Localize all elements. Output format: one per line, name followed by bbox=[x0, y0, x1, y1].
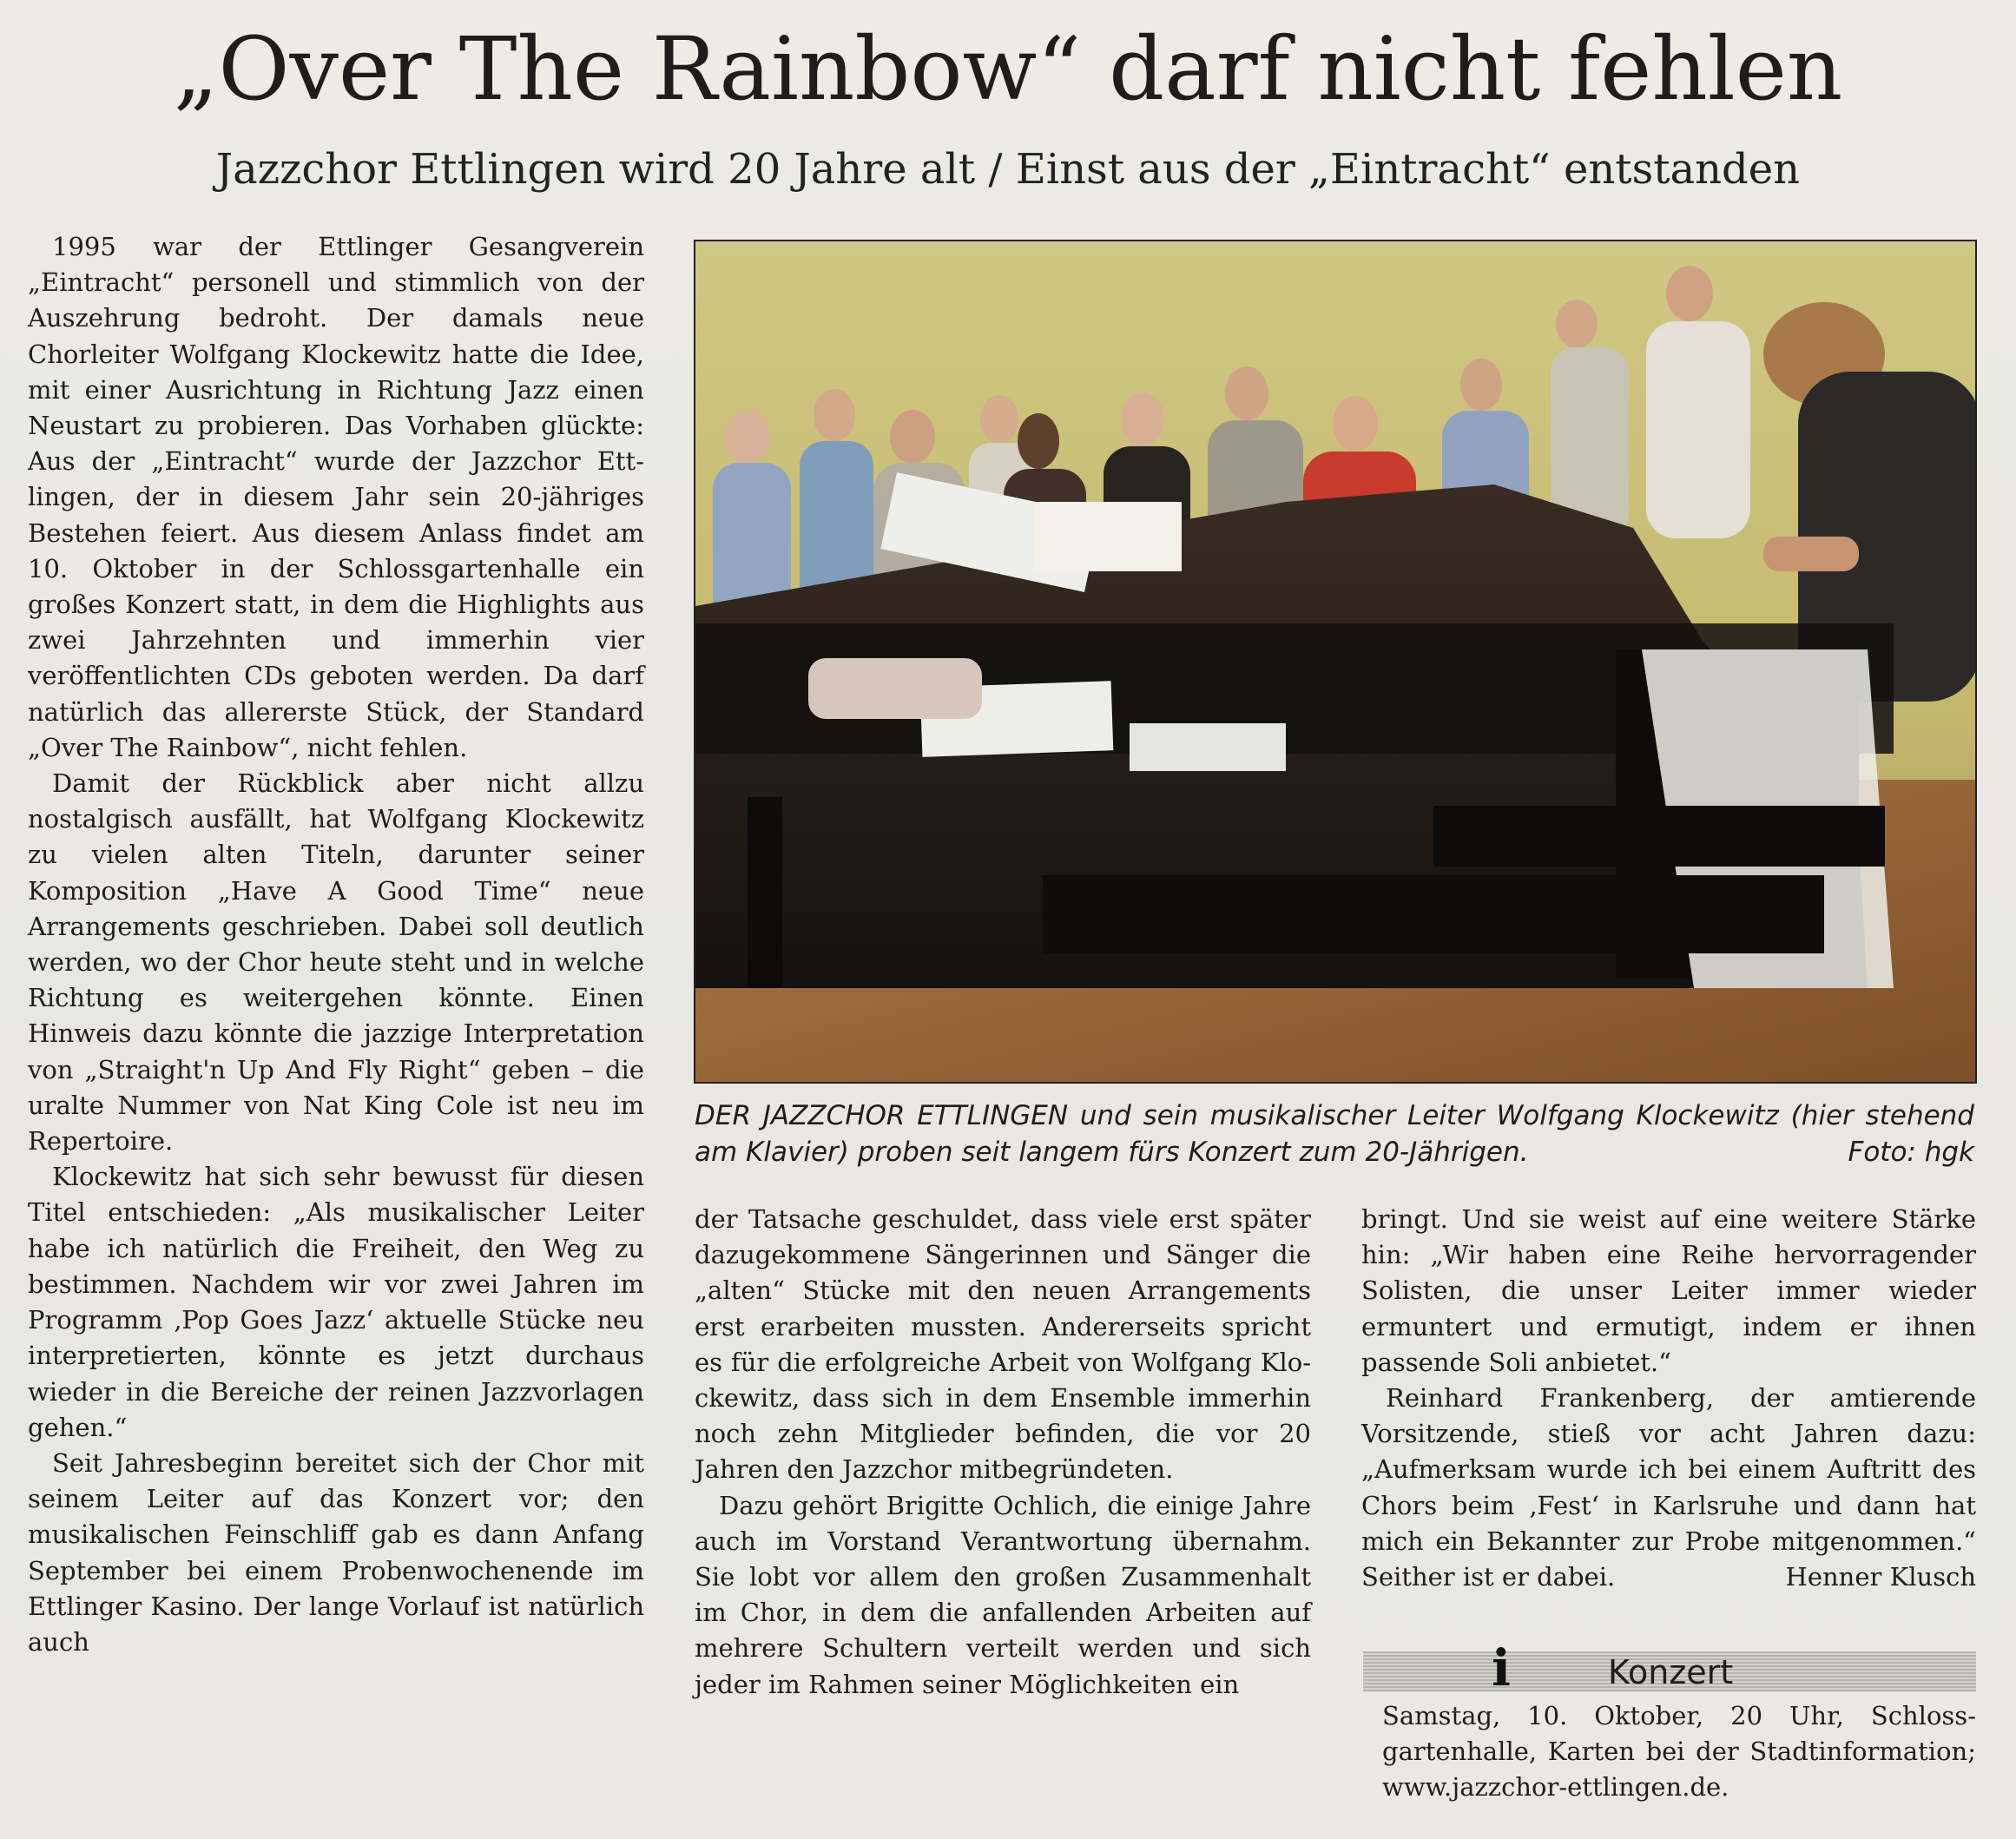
paragraph: Dazu gehört Brigitte Ochlich, die einige Jahre auch im Vorstand Verantwortung übernahm. Sie lobt vor allem den großen Zusammenhalt im Chor, in dem die anfallenden Arbeiten auf mehrere Schultern verteilt werden und sich jeder im Rahmen seiner Möglichkeiten ein bbox=[695, 1490, 1311, 1699]
text-column-3 bbox=[1361, 1202, 1976, 1595]
info-text: Samstag, 10. Oktober, 20 Uhr, Schlossgartenhalle, Karten bei der Stadtinformation; www.jazzchor-ettlingen.de. bbox=[1382, 1701, 1976, 1803]
paragraph: Seit Jahresbeginn bereitet sich der Chor mit seinem Leiter auf das Konzert vor; den musikalischen Feinschliff gab es dann Anfang September bei einem Probenwochenende im Ettlinger Kasino. Der lange Vorlauf ist natürlich auch bbox=[28, 1447, 644, 1657]
choir-rehearsal-photo bbox=[694, 240, 1977, 1084]
photo-caption bbox=[695, 1097, 1974, 1170]
paragraph: bringt. Und sie weist auf eine weitere Stärke hin: „Wir haben eine Reihe hervorragender Solisten, die unser Leiter immer wieder ermuntert und ermutigt, indem er ihnen passende Soli anbietet.“ bbox=[1361, 1204, 1976, 1377]
text-column-2 bbox=[695, 1202, 1311, 1703]
paragraph-text: Reinhard Frankenberg, der amtierende Vorsitzende, stieß vor acht Jahren dazu: „Aufmerksam wurde ich bei einem Auftritt des Chors beim ‚Fest‘ in Karlsruhe und dann hat mich ein Bekannter zur Probe mitgenommen.“ Seither ist er dabei. bbox=[1361, 1383, 1976, 1592]
photo-credit: Foto: hgk bbox=[1848, 1137, 1974, 1168]
caption-text: und sein musikalischer Leiter Wolfgang Klockewitz (hier stehend am Klavier) proben seit langem fürs Konzert zum 20-Jährigen. bbox=[695, 1100, 1974, 1168]
caption-lead: DER JAZZCHOR ETTLINGEN bbox=[695, 1100, 1069, 1131]
paragraph: Klockewitz hat sich sehr bewusst für diesen Titel entschieden: „Als musikalischer Leiter habe ich natürlich die Freiheit, den Weg zu bestimmen. Nachdem wir vor zwei Jahren im Programm ‚Pop Goes Jazz‘ aktuelle Stücke neu interpretierten, könnte es jetzt durchaus wieder in die Bereiche der reinen Jazzvorlagen gehen.“ bbox=[28, 1162, 644, 1442]
author-byline: Henner Klusch bbox=[1785, 1562, 1976, 1592]
paragraph: Damit der Rückblick aber nicht allzu nostalgisch ausfällt, hat Wolfgang Klockewitz zu vielen alten Titeln, darunter seiner Komposition „Have A Good Time“ neue Arrangements geschrieben. Dabei soll deutlich werden, wo der Chor heute steht und in welche Richtung es weitergehen könnte. Einen Hinweis dazu könnte die jazzige Interpretation von „Straight'n Up And Fly Right“ geben – die uralte Nummer von Nat King Cole ist neu im Repertoire. bbox=[28, 768, 644, 1157]
paragraph: 1995 war der Ettlinger Gesangverein „Eintracht“ personell und stimmlich von der Auszehrung bedroht. Der damals neue Chorleiter Wolfgang Klockewitz hatte die Idee, mit einer Ausrichtung in Richtung Jazz einen Neustart zu probieren. Das Vorhaben glückte: Aus der „Eintracht“ wurde der Jazzchor Ettlingen, der in diesem Jahr sein 20-jähriges Bestehen feiert. Aus diesem Anlass findet am 10. Oktober in der Schlossgartenhalle ein großes Konzert statt, in dem die Highlights aus zwei Jahrzehnten und immerhin vier veröffentlichten CDs geboten werden. Da darf natürlich das allererste Stück, der Standard „Over The Rainbow“, nicht fehlen. bbox=[28, 232, 644, 762]
info-icon: i bbox=[1492, 1638, 1512, 1697]
text-column-1 bbox=[28, 229, 644, 1660]
paragraph: der Tatsache geschuldet, dass viele erst später dazugekommene Sängerinnen und Sänger die „alten“ Stücke mit den neuen Arrangements erst erarbeiten mussten. Andererseits spricht es für die erfolgreiche Arbeit von Wolfgang Klockewitz, dass sich in dem Ensemble immerhin noch zehn Mitglieder befinden, die vor 20 Jahren den Jazzchor mitbegründeten. bbox=[695, 1204, 1311, 1485]
paragraph bbox=[1361, 1381, 1976, 1595]
info-title: Konzert bbox=[1608, 1653, 1734, 1691]
article-headline: „Over The Rainbow“ darf nicht fehlen bbox=[173, 18, 1843, 120]
article-subheadline: Jazzchor Ettlingen wird 20 Jahre alt / Einst aus der „Eintracht“ entstanden bbox=[215, 145, 1801, 194]
info-bar bbox=[1363, 1638, 1976, 1697]
concert-info-box bbox=[1363, 1638, 1976, 1806]
